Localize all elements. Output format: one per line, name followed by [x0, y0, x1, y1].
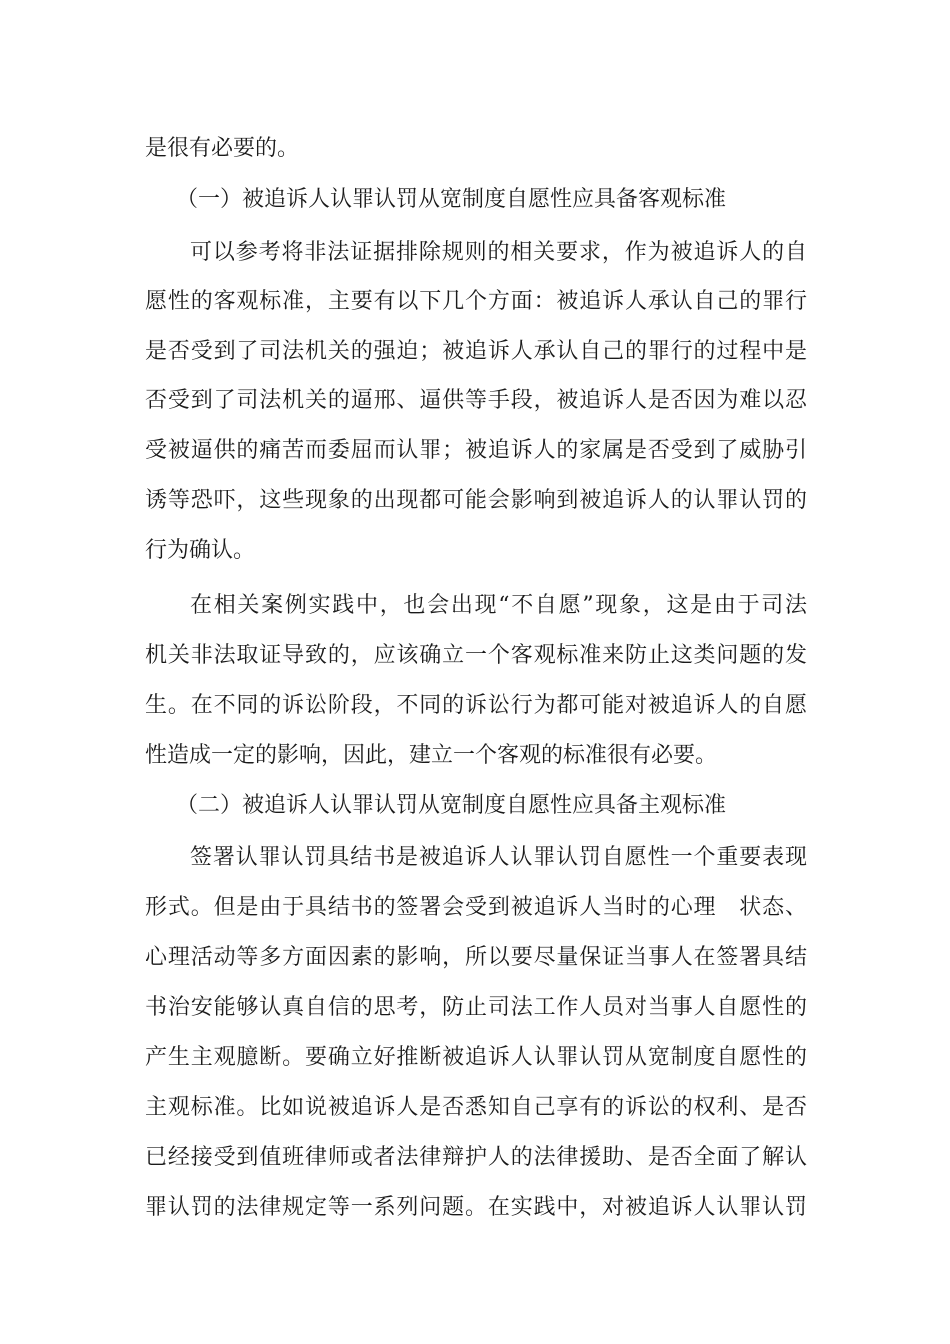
section-heading-1: （一）被追诉人认罪认罚从宽制度自愿性应具备客观标准 [176, 187, 727, 212]
text-line: 是很有必要的。 [145, 136, 300, 161]
section-heading-2: （二）被追诉人认罪认罚从宽制度自愿性应具备主观标准 [176, 793, 727, 818]
text-line: 机关非法取证导致的，应该确立一个客观标准来防止这类问题的发 [145, 643, 807, 668]
text-line: 生。在不同的诉讼阶段，不同的诉讼行为都可能对被追诉人的自愿 [145, 693, 807, 718]
text-line: 产生主观臆断。要确立好推断被追诉人认罪认罚从宽制度自愿性的 [145, 1045, 807, 1070]
text-line: 签署认罪认罚具结书是被追诉人认罪认罚自愿性一个重要表现 [190, 845, 807, 870]
text-line: 书治安能够认真自信的思考，防止司法工作人员对当事人自愿性的 [145, 995, 807, 1020]
text-line: 心理活动等多方面因素的影响，所以要尽量保证当事人在签署具结 [145, 945, 807, 970]
text-line: 形式。但是由于具结书的签署会受到被追诉人当时的心理 状态、 [145, 895, 807, 920]
text-line: 罪认罚的法律规定等一系列问题。在实践中，对被追诉人认罪认罚 [145, 1195, 807, 1220]
text-line: 可以参考将非法证据排除规则的相关要求，作为被追诉人的自 [190, 240, 807, 265]
text-line: 受被逼供的痛苦而委屈而认罪；被追诉人的家属是否受到了威胁引 [145, 438, 807, 463]
text-line: 否受到了司法机关的逼邢、逼供等手段，被追诉人是否因为难以忍 [145, 388, 807, 413]
text-line: 已经接受到值班律师或者法律辩护人的法律援助、是否全面了解认 [145, 1145, 807, 1170]
text-line: 诱等恐吓，这些现象的出现都可能会影响到被追诉人的认罪认罚的 [145, 488, 807, 513]
text-line: 性造成一定的影响，因此，建立一个客观的标准很有必要。 [145, 743, 718, 768]
text-line: 行为确认。 [145, 538, 256, 563]
text-line: 在相关案例实践中，也会出现“不自愿”现象，这是由于司法 [190, 593, 807, 618]
text-line: 是否受到了司法机关的强迫；被追诉人承认自己的罪行的过程中是 [145, 339, 807, 364]
text-line: 主观标准。比如说被追诉人是否悉知自己享有的诉讼的权利、是否 [145, 1095, 807, 1120]
text-line: 愿性的客观标准，主要有以下几个方面：被追诉人承认自己的罪行 [145, 289, 807, 314]
